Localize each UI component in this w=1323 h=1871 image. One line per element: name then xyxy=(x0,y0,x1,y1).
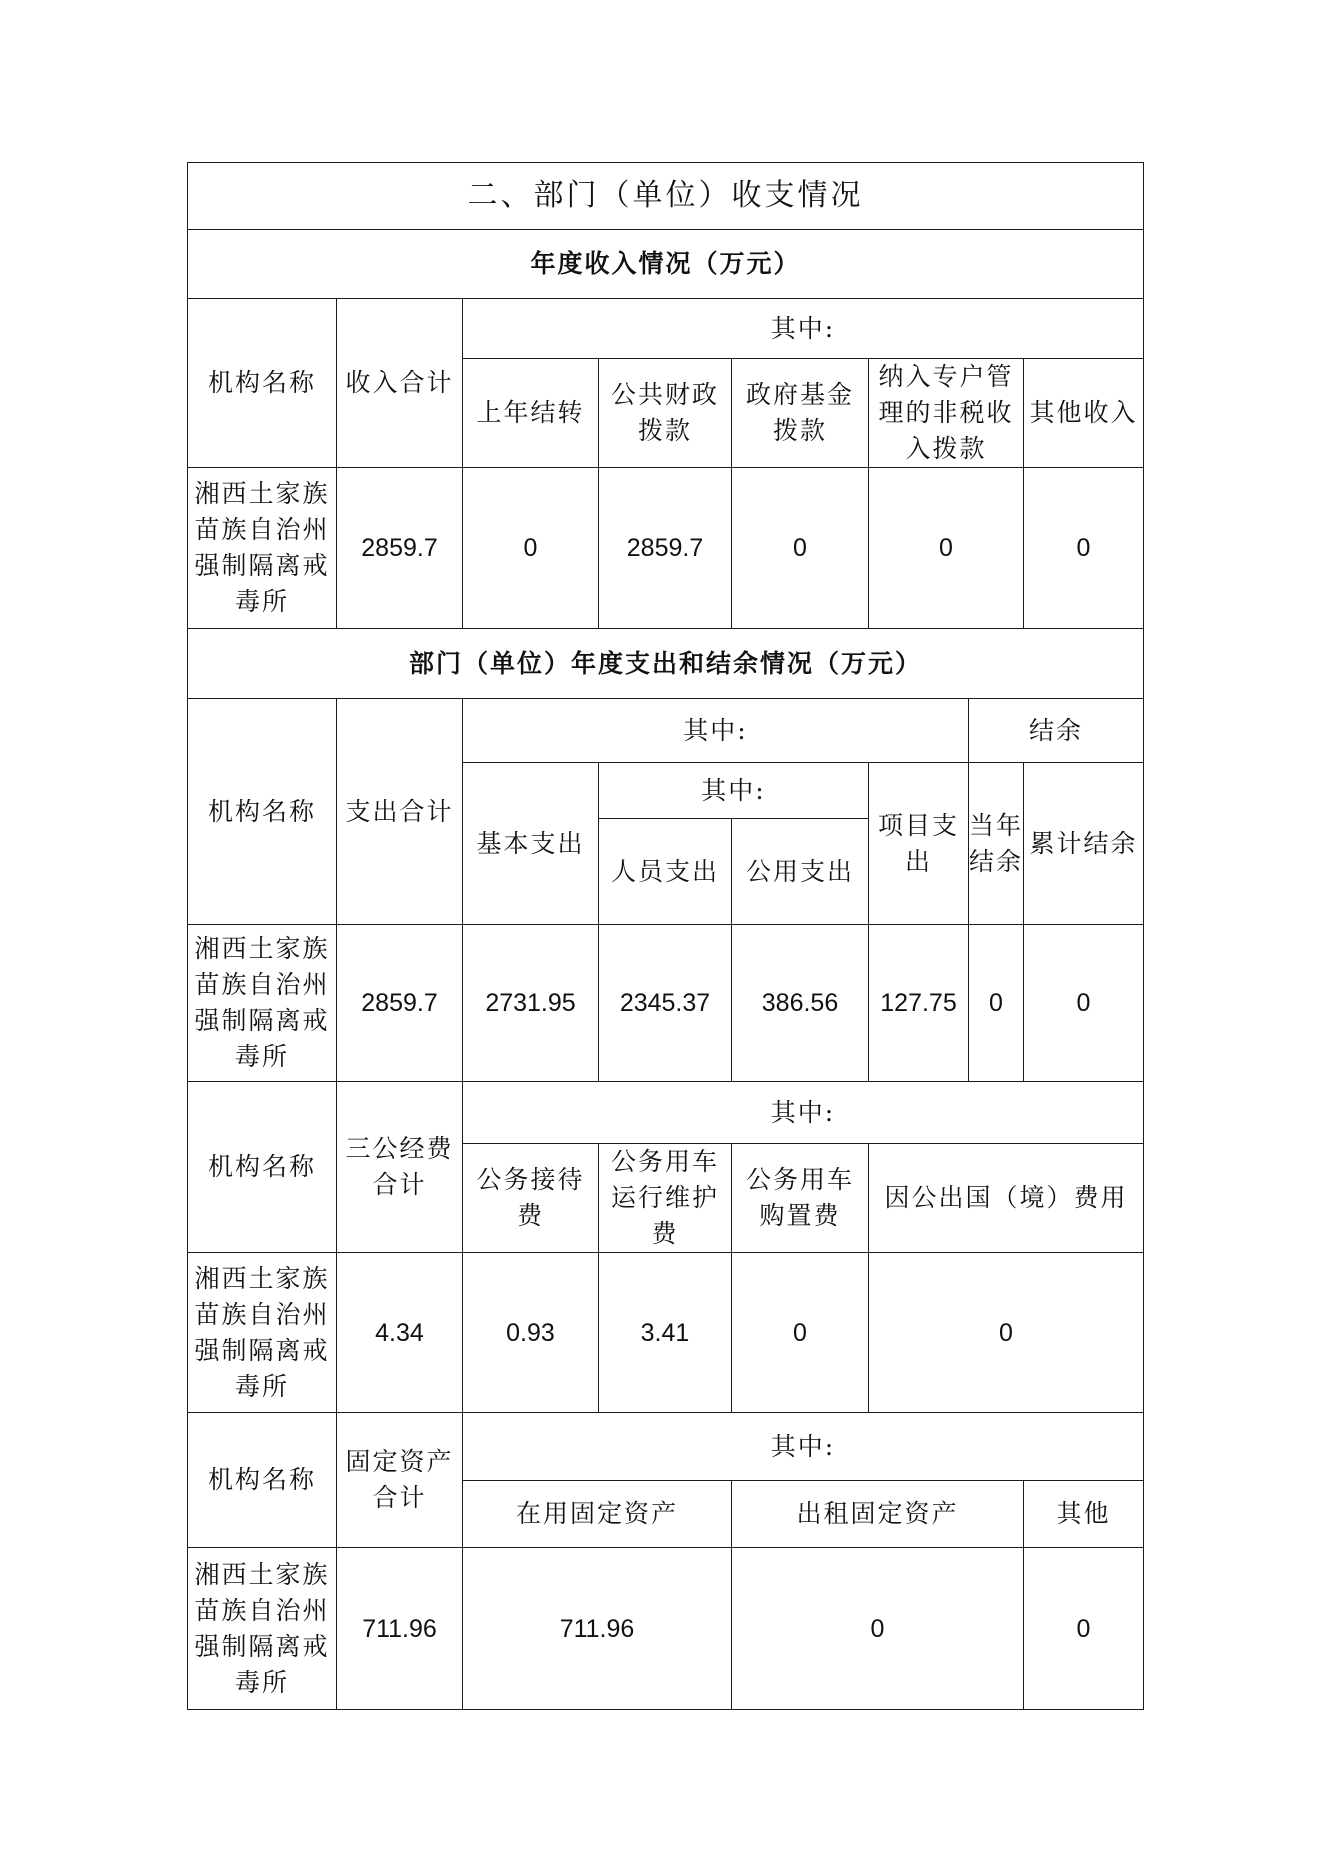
fixed-assets-in-use-value: 711.96 xyxy=(463,1548,732,1710)
income-header-other: 其他收入 xyxy=(1024,359,1144,468)
three-public-org-name: 湘西土家族苗族自治州强制隔离戒毒所 xyxy=(188,1253,337,1413)
expense-header-basic: 基本支出 xyxy=(463,763,599,925)
expense-header-of-which: 其中: xyxy=(463,699,969,763)
income-other-value: 0 xyxy=(1024,468,1144,629)
income-public-fiscal-value: 2859.7 xyxy=(599,468,732,629)
income-non-tax-value: 0 xyxy=(869,468,1024,629)
expense-header-project: 项目支出 xyxy=(869,763,969,925)
three-public-vehicle-run-value: 3.41 xyxy=(599,1253,732,1413)
income-header-total: 收入合计 xyxy=(337,299,463,468)
expense-project-value: 127.75 xyxy=(869,925,969,1082)
expense-basic-value: 2731.95 xyxy=(463,925,599,1082)
income-header-gov-fund: 政府基金拨款 xyxy=(732,359,869,468)
three-public-header-vehicle-run: 公务用车运行维护费 xyxy=(599,1144,732,1253)
income-section-title: 年度收入情况（万元） xyxy=(188,230,1144,299)
budget-table xyxy=(187,162,1144,1710)
income-header-public-fiscal: 公共财政拨款 xyxy=(599,359,732,468)
expense-personnel-value: 2345.37 xyxy=(599,925,732,1082)
expense-header-org: 机构名称 xyxy=(188,699,337,925)
expense-public-use-value: 386.56 xyxy=(732,925,869,1082)
fixed-assets-total-value: 711.96 xyxy=(337,1548,463,1710)
expense-section-title: 部门（单位）年度支出和结余情况（万元） xyxy=(188,629,1144,699)
income-header-last-year: 上年结转 xyxy=(463,359,599,468)
expense-header-balance: 结余 xyxy=(969,699,1144,763)
expense-header-public-use: 公用支出 xyxy=(732,819,869,925)
income-org-name: 湘西土家族苗族自治州强制隔离戒毒所 xyxy=(188,468,337,629)
expense-header-personnel: 人员支出 xyxy=(599,819,732,925)
page-title: 二、部门（单位）收支情况 xyxy=(188,163,1144,230)
income-total-value: 2859.7 xyxy=(337,468,463,629)
three-public-header-vehicle-buy: 公务用车购置费 xyxy=(732,1144,869,1253)
income-last-year-value: 0 xyxy=(463,468,599,629)
income-header-non-tax: 纳入专户管理的非税收入拨款 xyxy=(869,359,1024,468)
fixed-assets-header-org: 机构名称 xyxy=(188,1413,337,1548)
three-public-total-value: 4.34 xyxy=(337,1253,463,1413)
fixed-assets-header-rented: 出租固定资产 xyxy=(732,1481,1024,1548)
income-header-org: 机构名称 xyxy=(188,299,337,468)
fixed-assets-header-other: 其他 xyxy=(1024,1481,1144,1548)
three-public-vehicle-buy-value: 0 xyxy=(732,1253,869,1413)
three-public-header-total: 三公经费合计 xyxy=(337,1082,463,1253)
fixed-assets-header-of-which: 其中: xyxy=(463,1413,1144,1481)
expense-total-value: 2859.7 xyxy=(337,925,463,1082)
expense-year-balance-value: 0 xyxy=(969,925,1024,1082)
three-public-header-reception: 公务接待费 xyxy=(463,1144,599,1253)
expense-header-cum-balance: 累计结余 xyxy=(1024,763,1144,925)
income-gov-fund-value: 0 xyxy=(732,468,869,629)
three-public-header-abroad: 因公出国（境）费用 xyxy=(869,1144,1144,1253)
expense-org-name: 湘西土家族苗族自治州强制隔离戒毒所 xyxy=(188,925,337,1082)
expense-header-year-balance: 当年结余 xyxy=(969,763,1024,925)
three-public-header-org: 机构名称 xyxy=(188,1082,337,1253)
fixed-assets-org-name: 湘西土家族苗族自治州强制隔离戒毒所 xyxy=(188,1548,337,1710)
income-header-of-which: 其中: xyxy=(463,299,1144,359)
fixed-assets-header-in-use: 在用固定资产 xyxy=(463,1481,732,1548)
three-public-abroad-value: 0 xyxy=(869,1253,1144,1413)
fixed-assets-other-value: 0 xyxy=(1024,1548,1144,1710)
three-public-reception-value: 0.93 xyxy=(463,1253,599,1413)
expense-header-of-which2: 其中: xyxy=(599,763,869,819)
expense-cum-balance-value: 0 xyxy=(1024,925,1144,1082)
three-public-header-of-which: 其中: xyxy=(463,1082,1144,1144)
expense-header-total: 支出合计 xyxy=(337,699,463,925)
fixed-assets-rented-value: 0 xyxy=(732,1548,1024,1710)
fixed-assets-header-total: 固定资产合计 xyxy=(337,1413,463,1548)
